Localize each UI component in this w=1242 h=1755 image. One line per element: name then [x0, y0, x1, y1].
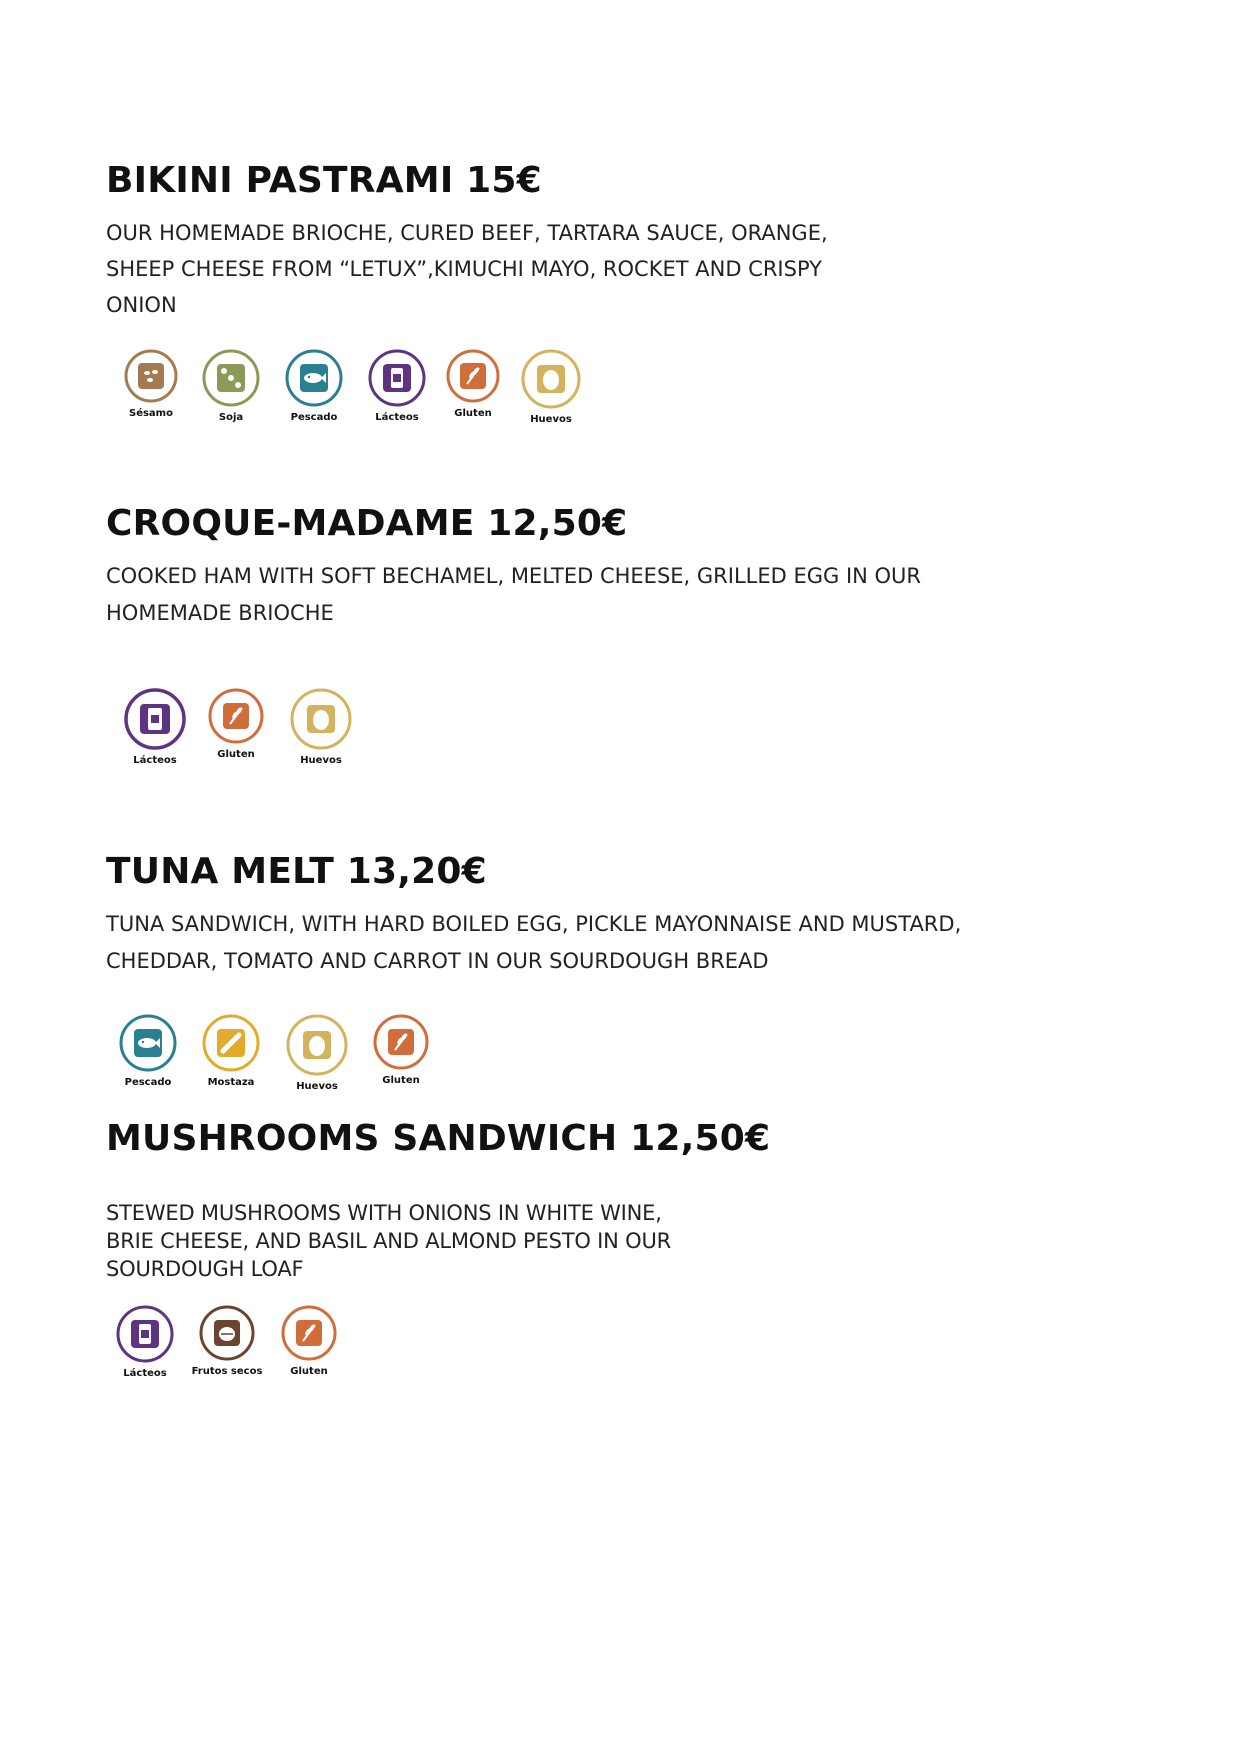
allergen-label: Gluten [382, 1075, 420, 1086]
allergen-dairy [110, 687, 200, 766]
allergen-label: Lácteos [375, 412, 419, 423]
gluten-icon [372, 1013, 430, 1071]
allergen-label: Pescado [290, 412, 338, 423]
dish-description [106, 215, 828, 323]
description-line: CHEDDAR, TOMATO AND CARROT IN OUR SOURDOUGH BREAD [106, 949, 769, 973]
description-line: TUNA SANDWICH, WITH HARD BOILED EGG, PICKLE MAYONNAISE AND MUSTARD, [106, 912, 962, 936]
mustard-icon [201, 1013, 261, 1073]
fish-icon [284, 348, 344, 408]
allergen-sesame [106, 348, 196, 419]
soy-icon [201, 348, 261, 408]
allergen-egg [506, 348, 596, 425]
allergen-gluten [356, 1013, 446, 1086]
allergen-label: Huevos [296, 1081, 338, 1092]
allergen-gluten [428, 348, 518, 419]
allergen-label: Huevos [530, 414, 572, 425]
menu-item-tuna-melt [106, 851, 962, 1092]
allergen-label: Soja [218, 412, 244, 423]
gluten-icon [280, 1304, 338, 1362]
menu-item-mushrooms-sandwich [106, 1118, 771, 1379]
dish-title: BIKINI PASTRAMI 15€ [106, 160, 542, 201]
allergen-egg [276, 687, 366, 766]
allergen-label: Mostaza [207, 1077, 255, 1088]
gluten-icon [207, 687, 265, 745]
allergen-soy [186, 348, 276, 423]
allergen-label: Frutos secos [191, 1366, 263, 1377]
allergen-label: Gluten [454, 408, 492, 419]
fish-icon [118, 1013, 178, 1073]
dish-title: CROQUE-MADAME 12,50€ [106, 503, 628, 544]
allergen-label: Pescado [124, 1077, 172, 1088]
sesame-icon [123, 348, 179, 404]
nuts-icon [198, 1304, 256, 1362]
dish-description [106, 906, 961, 980]
dairy-icon [367, 348, 427, 408]
description-line: SHEEP CHEESE FROM “LETUX”,KIMUCHI MAYO, ROCKET AND CRISPY [106, 257, 822, 281]
allergen-label: Gluten [217, 749, 255, 760]
egg-icon [520, 348, 582, 410]
dairy-icon [115, 1304, 175, 1364]
gluten-icon [445, 348, 501, 404]
egg-icon [285, 1013, 349, 1077]
allergen-gluten [264, 1304, 354, 1377]
allergen-label: Lácteos [133, 755, 177, 766]
description-line: STEWED MUSHROOMS WITH ONIONS IN WHITE WINE, [106, 1201, 662, 1225]
allergen-label: Gluten [290, 1366, 328, 1377]
menu-item-bikini-pastrami [106, 160, 828, 425]
allergen-fish [269, 348, 359, 423]
dish-title: TUNA MELT 13,20€ [106, 851, 487, 892]
dairy-icon [123, 687, 187, 751]
allergen-label: Lácteos [123, 1368, 167, 1379]
allergen-label: Sésamo [129, 408, 173, 419]
allergen-label: Huevos [300, 755, 342, 766]
description-line: HOMEMADE BRIOCHE [106, 601, 334, 625]
description-line: BRIE CHEESE, AND BASIL AND ALMOND PESTO IN OUR [106, 1229, 672, 1253]
dish-description [106, 558, 921, 632]
egg-icon [289, 687, 353, 751]
allergen-nuts [182, 1304, 272, 1377]
description-line: ONION [106, 293, 177, 317]
description-line: OUR HOMEMADE BRIOCHE, CURED BEEF, TARTARA SAUCE, ORANGE, [106, 221, 828, 245]
allergen-fish [103, 1013, 193, 1088]
menu-item-croque-madame [106, 503, 922, 766]
description-line: COOKED HAM WITH SOFT BECHAMEL, MELTED CHEESE, GRILLED EGG IN OUR [106, 564, 922, 588]
dish-title: MUSHROOMS SANDWICH 12,50€ [106, 1118, 771, 1159]
allergen-gluten [191, 687, 281, 760]
allergen-egg [272, 1013, 362, 1092]
allergen-mustard [186, 1013, 276, 1088]
allergen-dairy [100, 1304, 190, 1379]
dish-description [106, 1199, 770, 1283]
description-line: SOURDOUGH LOAF [106, 1257, 304, 1281]
